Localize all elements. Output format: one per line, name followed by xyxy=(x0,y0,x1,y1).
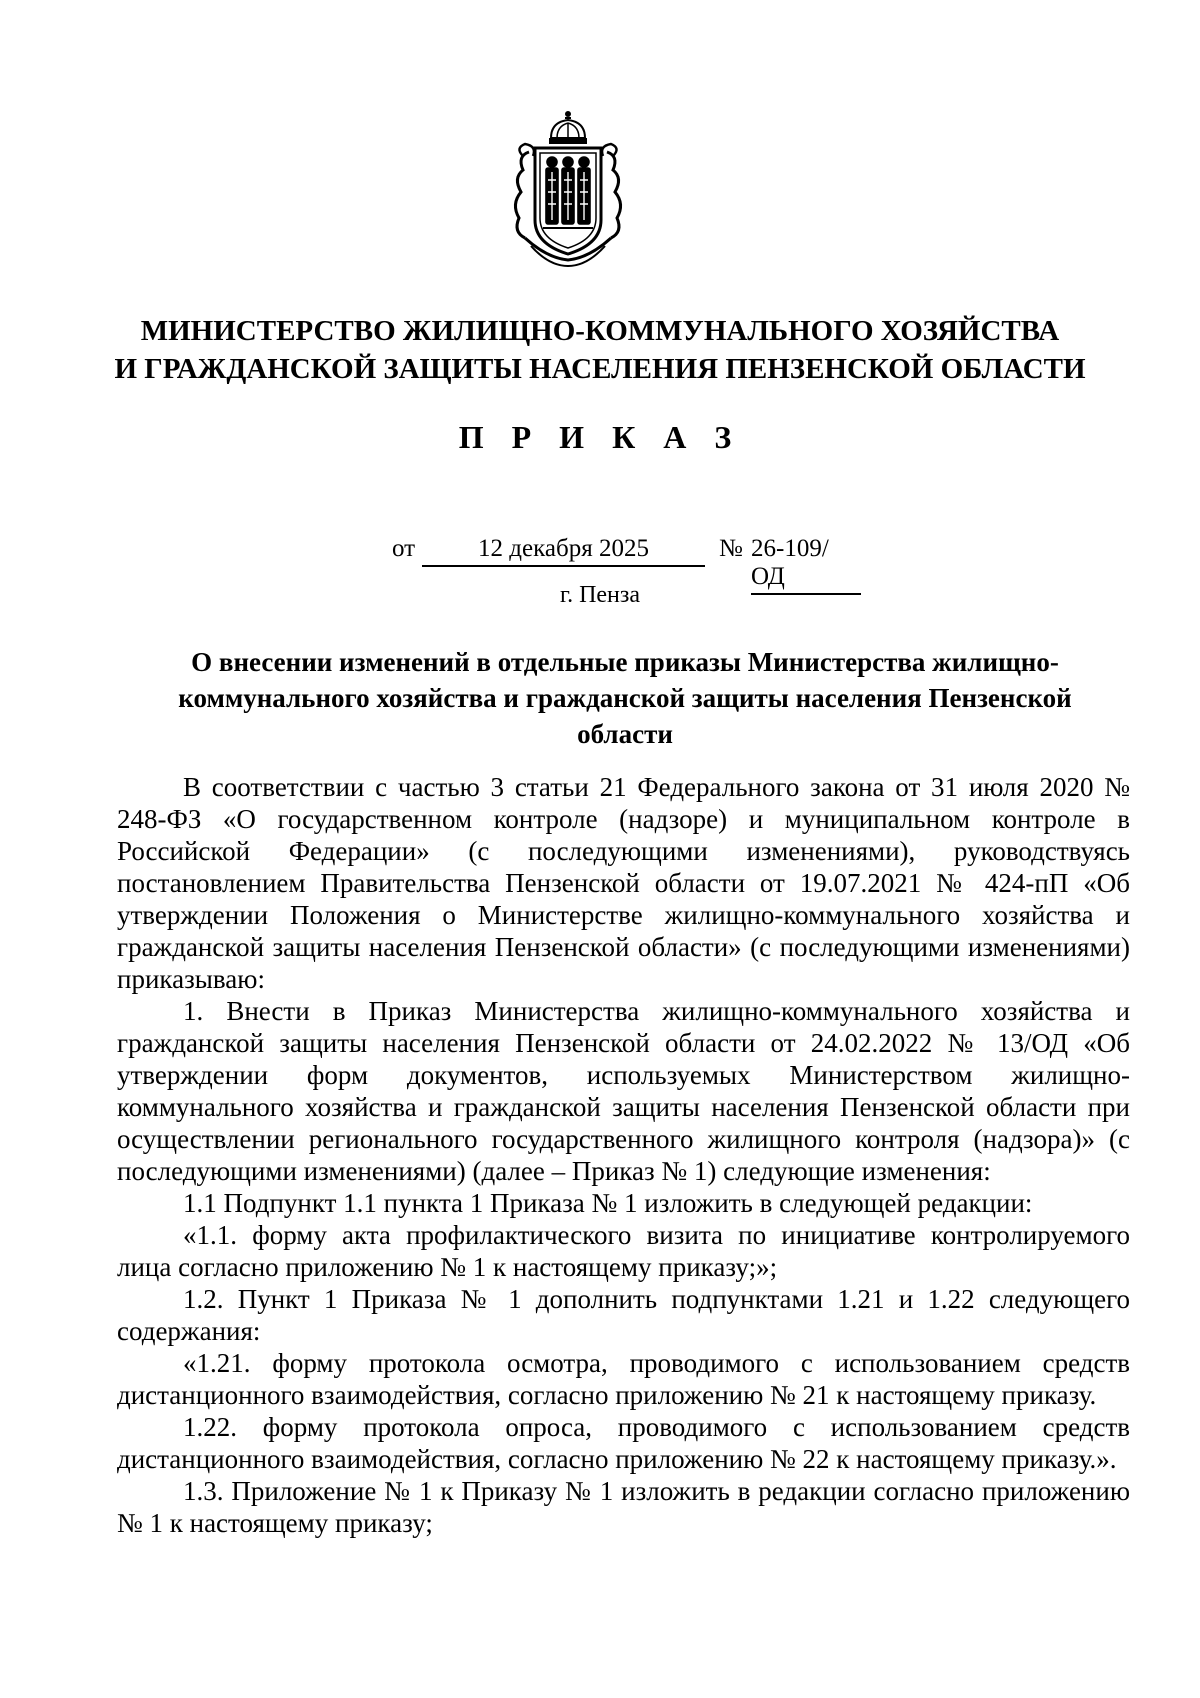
document-body xyxy=(117,771,1130,1539)
ministry-name-line-2: И ГРАЖДАНСКОЙ ЗАЩИТЫ НАСЕЛЕНИЯ ПЕНЗЕНСКОЙ ОБЛАСТИ xyxy=(114,353,1086,385)
paragraph: В соответствии с частью 3 статьи 21 Федерального закона от 31 июля 2020 № 248-ФЗ «О государственном контроле (надзоре) и муниципальном контроле в Российской Федерации» (с последующими изменениями), руководствуясь постановлением Правительства Пензенской области от 19.07.2021 № 424-пП «Об утверждении Положения о Министерстве жилищно-коммунального хозяйства и гражданской защиты населения Пензенской области» (с последующими изменениями) приказываю: xyxy=(117,772,1130,994)
city-label: г. Пенза xyxy=(559,582,641,608)
number-sign: № xyxy=(719,535,743,562)
paragraph: 1.2. Пункт 1 Приказа № 1 дополнить подпунктами 1.21 и 1.22 следующего содержания: xyxy=(117,1284,1130,1346)
paragraph: 1.1 Подпункт 1.1 пункта 1 Приказа № 1 изложить в следующей редакции: xyxy=(183,1188,1033,1218)
ministry-name-line-1: МИНИСТЕРСТВО ЖИЛИЩНО-КОММУНАЛЬНОГО ХОЗЯЙСТВА xyxy=(140,315,1060,347)
paragraph: 1.3. Приложение № 1 к Приказу № 1 изложить в редакции согласно приложению № 1 к настоящему приказу; xyxy=(117,1476,1130,1538)
date-number-row xyxy=(392,535,862,590)
paragraph: 1. Внести в Приказ Министерства жилищно-коммунального хозяйства и гражданской защиты населения Пензенской области от 24.02.2022 № 13/ОД «Об утверждении форм документов, используемых Министерством жилищно-коммунального хозяйства и гражданской защиты населения Пензенской области при осуществлении регионального государственного жилищного контроля (надзора)» (с последующими изменениями) (далее – Приказ № 1) следующие изменения: xyxy=(117,996,1130,1186)
paragraph: «1.21. форму протокола осмотра, проводимого с использованием средств дистанционного взаимодействия, согласно приложению № 21 к настоящему приказу. xyxy=(117,1348,1130,1410)
paragraph: 1.22. форму протокола опроса, проводимого с использованием средств дистанционного взаимодействия, согласно приложению № 22 к настоящему приказу.». xyxy=(117,1412,1130,1474)
document-date: 12 декабря 2025 xyxy=(422,535,705,567)
paragraph: «1.1. форму акта профилактического визита по инициативе контролируемого лица согласно приложению № 1 к настоящему приказу;»; xyxy=(117,1220,1130,1282)
coat-of-arms-emblem xyxy=(507,108,629,268)
from-label: от xyxy=(392,535,416,562)
document-number: 26-109/ОД xyxy=(751,535,861,595)
document-subject: О внесении изменений в отдельные приказы Министерства жилищно-коммунального хозяйства и гражданской защиты населения Пензенской области xyxy=(178,647,1072,749)
document-type-title: П Р И К А З xyxy=(458,419,742,455)
ministry-name xyxy=(0,312,1200,388)
